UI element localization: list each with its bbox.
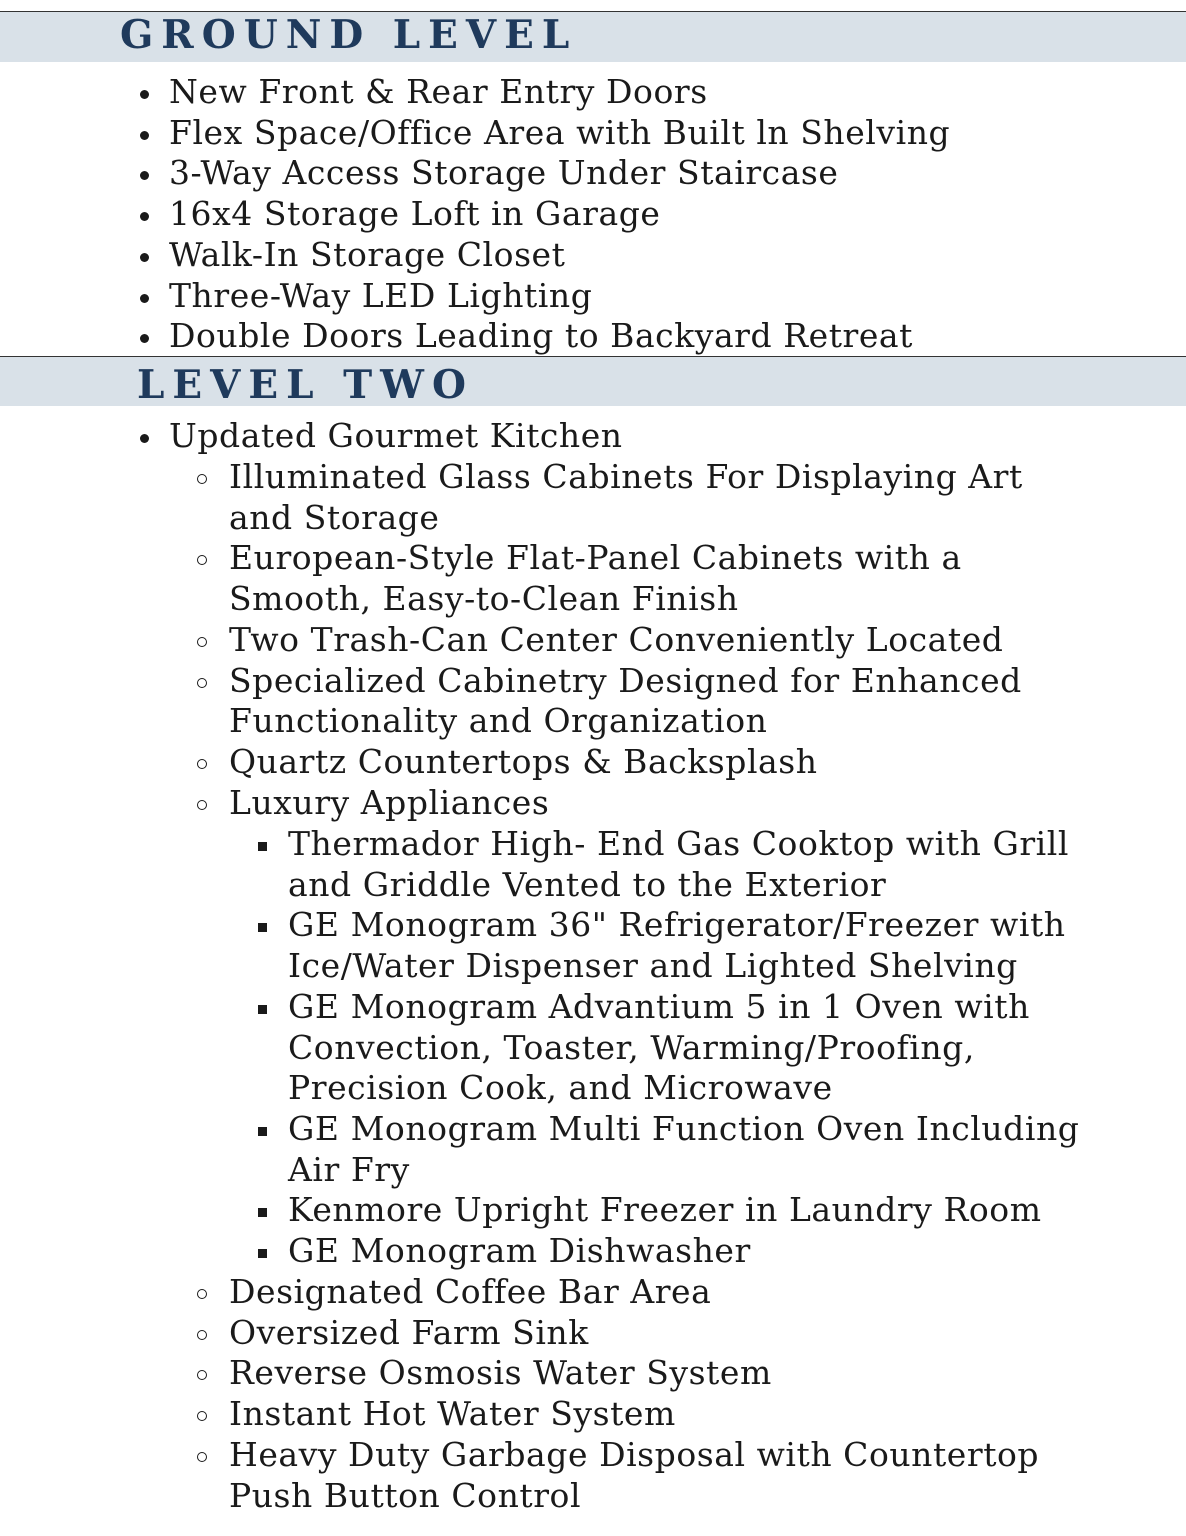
bullet-disc-icon (140, 334, 149, 343)
bullet-circle-icon (197, 1289, 207, 1299)
list-item: GE Monogram Multi Function Oven Including Air Fry (0, 1109, 1186, 1190)
list-item: Walk-In Storage Closet (0, 235, 1186, 276)
list-item: Flex Space/Office Area with Built ln Shelving (0, 113, 1186, 154)
list-item: Quartz Countertops & Backsplash (0, 742, 1186, 783)
bullet-circle-icon (197, 1330, 207, 1340)
bullet-square-icon (258, 842, 267, 851)
bullet-circle-icon (197, 678, 207, 688)
bullet-disc-icon (140, 171, 149, 180)
bullet-circle-icon (197, 759, 207, 769)
ground-level-list (0, 72, 1186, 357)
bullet-disc-icon (140, 90, 149, 99)
bullet-circle-icon (197, 474, 207, 484)
bullet-disc-icon (140, 131, 149, 140)
list-item: 16x4 Storage Loft in Garage (0, 194, 1186, 235)
kitchen-item: Updated Gourmet Kitchen (0, 416, 1186, 457)
list-item: GE Monogram 36" Refrigerator/Freezer with Ice/Water Dispenser and Lighted Shelving (0, 905, 1186, 986)
list-item: Instant Hot Water System (0, 1394, 1186, 1435)
bullet-circle-icon (197, 637, 207, 647)
kitchen-features-list (0, 457, 1186, 823)
list-item: Thermador High- End Gas Cooktop with Grill and Griddle Vented to the Exterior (0, 824, 1186, 905)
list-item: Specialized Cabinetry Designed for Enhanced Functionality and Organization (0, 661, 1186, 742)
bullet-circle-icon (197, 1452, 207, 1462)
list-item: Double Doors Leading to Backyard Retreat (0, 316, 1186, 357)
list-item: 3-Way Access Storage Under Staircase (0, 153, 1186, 194)
list-item: Two Trash-Can Center Conveniently Located (0, 620, 1186, 661)
bullet-disc-icon (140, 253, 149, 262)
bullet-square-icon (258, 1208, 267, 1217)
bullet-circle-icon (197, 555, 207, 565)
list-item: New Front & Rear Entry Doors (0, 72, 1186, 113)
list-item: Designated Coffee Bar Area (0, 1272, 1186, 1313)
list-item: Kenmore Upright Freezer in Laundry Room (0, 1190, 1186, 1231)
list-item: GE Monogram Advantium 5 in 1 Oven with Convection, Toaster, Warming/Proofing, Precision Cook, and Microwave (0, 987, 1186, 1109)
bullet-circle-icon (197, 1370, 207, 1380)
bullet-disc-icon (140, 212, 149, 221)
appliances-list (0, 824, 1186, 1272)
level-two-list (0, 416, 1186, 457)
bullet-square-icon (258, 1005, 267, 1014)
kitchen-features-list-continued (0, 1272, 1186, 1516)
level-two-heading: LEVEL TWO (137, 362, 474, 408)
bullet-disc-icon (140, 294, 149, 303)
list-item: Three-Way LED Lighting (0, 276, 1186, 317)
list-item: Heavy Duty Garbage Disposal with Countertop Push Button Control (0, 1435, 1186, 1516)
list-item: Oversized Farm Sink (0, 1313, 1186, 1354)
list-item: European-Style Flat-Panel Cabinets with a Smooth, Easy-to-Clean Finish (0, 538, 1186, 619)
bullet-circle-icon (197, 1411, 207, 1421)
bullet-circle-icon (197, 800, 207, 810)
list-item: GE Monogram Dishwasher (0, 1231, 1186, 1272)
ground-level-heading: GROUND LEVEL (120, 12, 578, 58)
bullet-disc-icon (140, 434, 149, 443)
appliances-item: Luxury Appliances (0, 783, 1186, 824)
bullet-square-icon (258, 1127, 267, 1136)
list-item: Illuminated Glass Cabinets For Displaying Art and Storage (0, 457, 1186, 538)
list-item: Reverse Osmosis Water System (0, 1353, 1186, 1394)
bullet-square-icon (258, 923, 267, 932)
bullet-square-icon (258, 1249, 267, 1258)
